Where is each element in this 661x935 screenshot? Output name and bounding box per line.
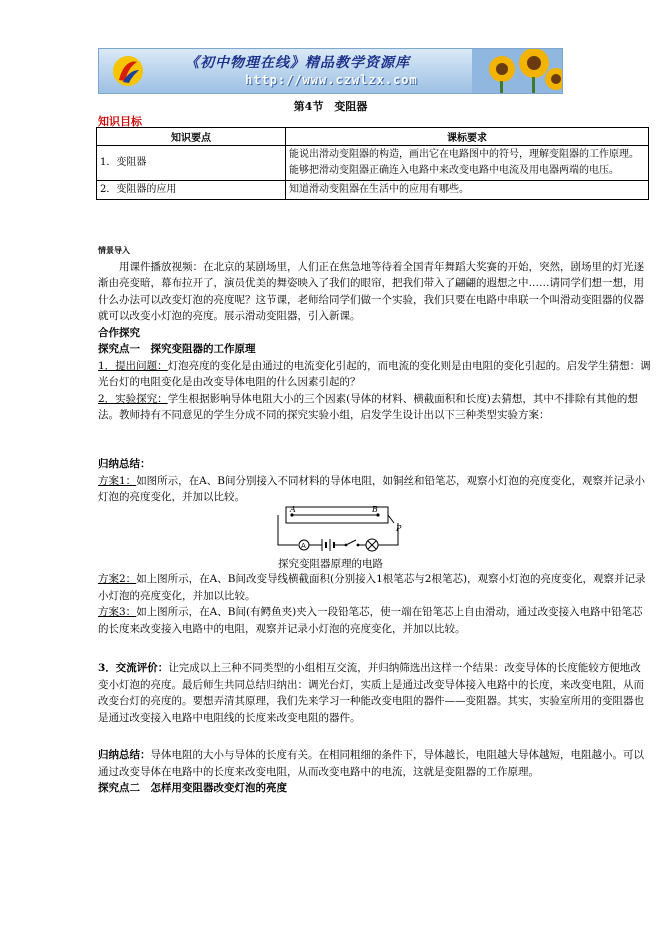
summary2-label: 归纳总结： — [98, 749, 151, 761]
point2-heading: 探究点二 怎样用变阻器改变灯泡的亮度 — [98, 782, 287, 794]
plan2 — [98, 571, 651, 604]
item3-label: 3．交流评价： — [98, 662, 169, 674]
plan3-text: 如上图所示，在A、B间(有鳄鱼夹)夹入一段铅笔芯，使一端在铅笔芯上自由滑动，通过改变接入电路中铅笔芯的长度来改变接入电路中的电阻，观察并记录小灯泡的亮度变化，并加以比较。 — [98, 606, 643, 635]
knowledge-goals-heading: 知识目标 — [98, 115, 142, 128]
label-b: B — [372, 505, 378, 514]
figure-caption: 探究变阻器原理的电路 — [278, 558, 383, 570]
intro-paragraph: 用课件播放视频：在北京的某剧场里，人们正在焦急地等待着全国青年舞蹈大奖赛的开始，突然，剧场里的灯光逐渐由亮变暗，幕布拉开了，演员优美的舞姿映入了我们的眼帘，把我们带入了翩翩的遐想之中……请同学们想一想，用什么办法可以改变灯泡的亮度呢？这节课，老师给同学们做一个实验，我们只要在电路中串联一个叫滑动变阻器的仪器就可以改变小灯泡的亮度。展示滑动变阻器，引入新课。 — [98, 260, 644, 322]
plan1-label: 方案1： — [98, 474, 137, 487]
column-header: 课标要求 — [286, 128, 649, 146]
label-a: A — [290, 505, 296, 514]
item3 — [98, 660, 651, 726]
site-logo-icon — [111, 54, 145, 88]
point1-heading: 探究点一 探究变阻器的工作原理 — [98, 343, 256, 355]
banner-url[interactable]: http://www.czwlzx.com — [245, 73, 418, 87]
column-header: 知识要点 — [97, 128, 286, 146]
item1 — [98, 358, 651, 391]
section-title: 第4节 变阻器 — [293, 100, 368, 113]
item2-text: 学生根据影响导体电阻大小的三个因素(导体的材料、横截面积和长度)去猜想，其中不排除有其他的想法。教师持有不同意见的学生分成不同的探究实验小组，启发学生设计出以下三种类型实验方案： — [98, 392, 638, 421]
plan1-section — [98, 456, 651, 506]
table-cell: 能说出滑动变阻器的构造，画出它在电路图中的符号，理解变阻器的工作原理。能够把滑动变阻器正确连入电路中来改变电路中电流及用电器两端的电压。 — [286, 146, 649, 181]
summary1-heading: 归纳总结： — [98, 458, 151, 470]
table-row — [97, 181, 649, 200]
item2-label: 2．实验探究： — [98, 392, 168, 405]
coop-heading: 合作探究 — [98, 326, 140, 339]
table-cell: 知道滑动变阻器在生活中的应用有哪些。 — [286, 181, 649, 200]
table-cell: 2．变阻器的应用 — [97, 181, 286, 200]
plan3 — [98, 604, 651, 637]
table-cell: 1．变阻器 — [97, 146, 286, 181]
sunflower-icon — [472, 49, 562, 93]
plans-2-3-section — [98, 571, 651, 637]
plan2-text: 如上图所示，在A、B间改变导线横截面积(分别接入1根笔芯与2根笔芯)，观察小灯泡的亮度变化，观察并记录小灯泡的亮度变化，并加以比较。 — [98, 573, 646, 602]
table-row — [97, 146, 649, 181]
banner-title: 《初中物理在线》精品教学资源库 — [185, 55, 410, 71]
plan3-label: 方案3： — [98, 606, 137, 618]
svg-text:A: A — [301, 542, 306, 550]
summary2-section — [98, 747, 651, 797]
header-banner — [98, 48, 563, 94]
summary2-text: 导体电阻的大小与导体的长度有关。在相同粗细的条件下，导体越长，电阻越大导体越短，电阻越小。可以通过改变导体在电路中的长度来改变电阻，从而改变电路中的电流，这就是变阻器的工作原理。 — [98, 749, 644, 778]
plan1-text: 如图所示，在A、B间分别接入不同材料的导体电阻，如铜丝和铅笔芯，观察小灯泡的亮度变化，观察并记录小灯泡的亮度变化，并加以比较。 — [98, 474, 645, 503]
item2 — [98, 391, 651, 424]
intro-section — [98, 242, 651, 424]
intro-heading: 情景导入 — [98, 245, 130, 255]
evaluation-section — [98, 660, 651, 726]
knowledge-goals-table — [96, 127, 649, 200]
label-p: P — [396, 524, 402, 533]
item1-label: 1．提出问题： — [98, 359, 168, 372]
plan2-label: 方案2： — [98, 573, 137, 585]
switch-icon — [346, 540, 356, 545]
circuit-diagram — [268, 501, 408, 557]
item1-text: 灯泡亮度的变化是由通过的电流变化引起的，而电流的变化则是由电阻的变化引起的。启发学生猜想：调光台灯的电阻变化是由改变导体电阻的什么因素引起的？ — [98, 359, 651, 388]
summary2 — [98, 747, 651, 780]
table-header-row — [97, 128, 649, 146]
item3-text: 让完成以上三种不同类型的小组相互交流，并归纳筛选出这样一个结果：改变导体的长度能较方便地改变小灯泡的亮度。最后师生共同总结归纳出：调光台灯，实质上是通过改变导体接入电路中的长度，来改变电阻，从而改变台灯的亮度的。要想弄清其原理，我们先来学习一种能改变电阻的器件——变阻器。其实，实验室所用的变阻器也是通过改变接入电路中电阻线的长度来改变电阻的器件。 — [98, 662, 644, 724]
